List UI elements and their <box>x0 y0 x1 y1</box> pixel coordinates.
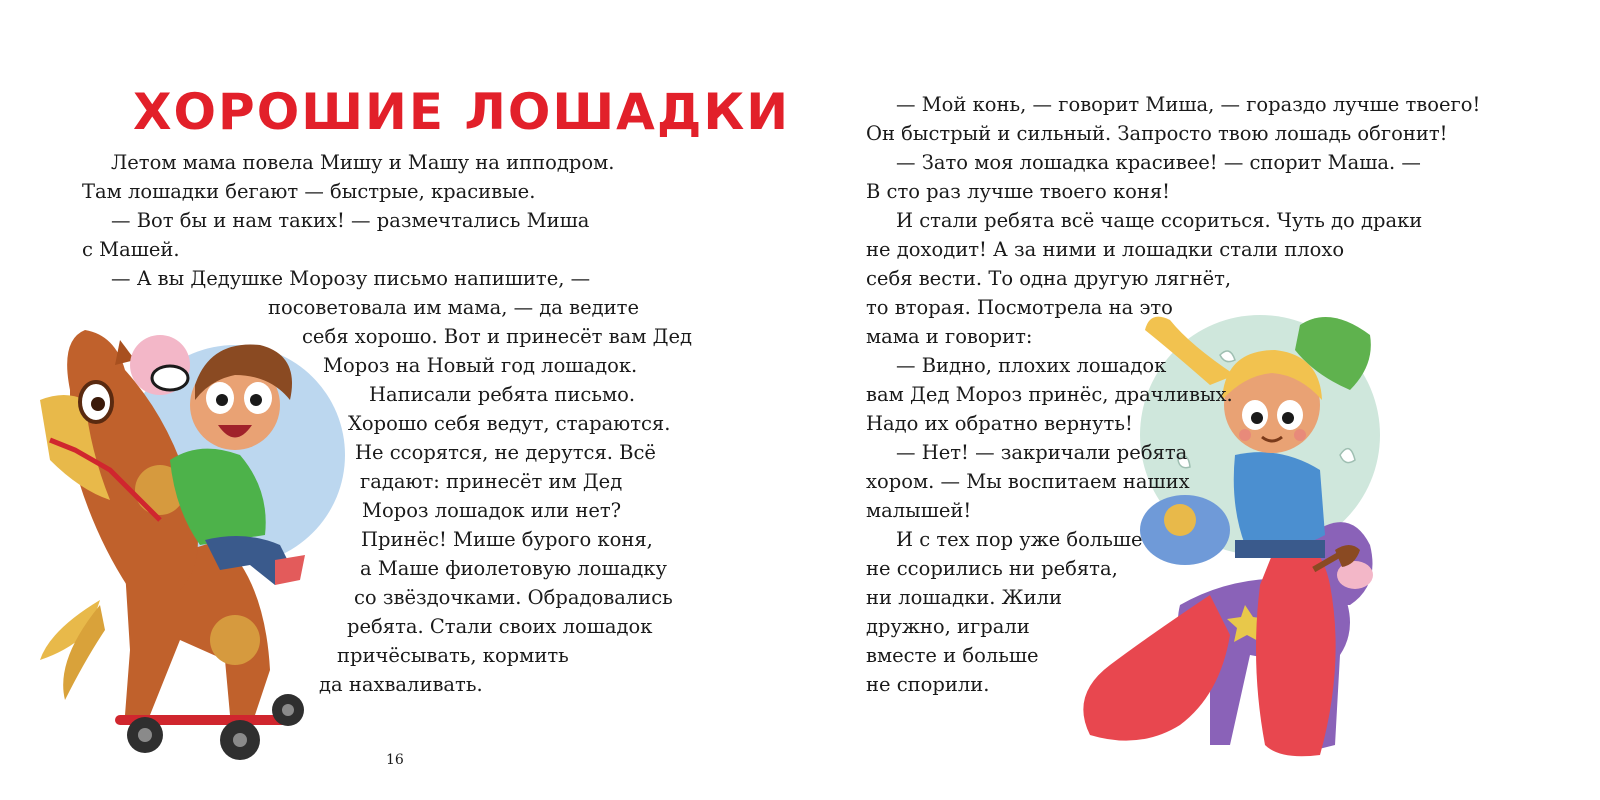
text-line: Принёс! Мише бурого коня, <box>361 528 653 551</box>
text-line: а Маше фиолетовую лошадку <box>360 557 667 580</box>
text-line: ни лошадки. Жили <box>866 586 1062 609</box>
text-line: гадают: принесёт им Дед <box>360 470 623 493</box>
text-line: В сто раз лучше твоего коня! <box>866 180 1171 203</box>
text-line: малышей! <box>866 499 972 522</box>
text-line: И стали ребята всё чаще ссориться. Чуть до драки <box>896 209 1423 232</box>
right-page <box>800 0 1600 800</box>
text-line: Летом мама повела Мишу и Машу на ипподром. <box>111 151 615 174</box>
text-line: мама и говорит: <box>866 325 1033 348</box>
text-line: Мороз лошадок или нет? <box>362 499 622 522</box>
text-line: — Зато моя лошадка красивее! — спорит Маша. — <box>896 151 1421 174</box>
text-line: Хорошо себя ведут, стараются. <box>348 412 671 435</box>
text-line: Написали ребята письмо. <box>369 383 636 406</box>
text-line: со звёздочками. Обрадовались <box>354 586 673 609</box>
text-line: — Видно, плохих лошадок <box>896 354 1167 377</box>
text-line: Он быстрый и сильный. Запросто твою лошадь обгонит! <box>866 122 1448 145</box>
text-line: не спорили. <box>866 673 990 696</box>
text-line: Надо их обратно вернуть! <box>866 412 1133 435</box>
text-line: хором. — Мы воспитаем наших <box>866 470 1190 493</box>
text-line: Там лошадки бегают — быстрые, красивые. <box>82 180 536 203</box>
text-line: вместе и больше <box>866 644 1039 667</box>
text-line: то вторая. Посмотрела на это <box>866 296 1173 319</box>
text-line: Не ссорятся, не дерутся. Всё <box>355 441 656 464</box>
text-line: не ссорились ни ребята, <box>866 557 1118 580</box>
text-line: И с тех пор уже больше <box>896 528 1143 551</box>
text-line: — Нет! — закричали ребята <box>896 441 1188 464</box>
text-line: — А вы Дедушке Морозу письмо напишите, — <box>111 267 591 290</box>
text-line: — Вот бы и нам таких! — размечтались Миша <box>111 209 590 232</box>
text-line: Мороз на Новый год лошадок. <box>323 354 638 377</box>
text-line: причёсывать, кормить <box>337 644 569 667</box>
text-line: — Мой конь, — говорит Миша, — гораздо лучше твоего! <box>896 93 1481 116</box>
story-title: ХОРОШИЕ ЛОШАДКИ <box>133 83 791 141</box>
page-number: 16 <box>386 752 404 768</box>
text-line: вам Дед Мороз принёс, драчливых. <box>866 383 1233 406</box>
text-line: дружно, играли <box>866 615 1030 638</box>
text-line: да нахваливать. <box>319 673 483 696</box>
text-line: ребята. Стали своих лошадок <box>347 615 653 638</box>
text-line: себя вести. То одна другую лягнёт, <box>866 267 1232 290</box>
boy-on-horse-illustration <box>30 330 330 770</box>
text-line: посоветовала им мама, — да ведите <box>268 296 639 319</box>
text-line: с Машей. <box>82 238 180 261</box>
text-line: не доходит! А за ними и лошадки стали плохо <box>866 238 1345 261</box>
text-line: себя хорошо. Вот и принесёт вам Дед <box>302 325 693 348</box>
